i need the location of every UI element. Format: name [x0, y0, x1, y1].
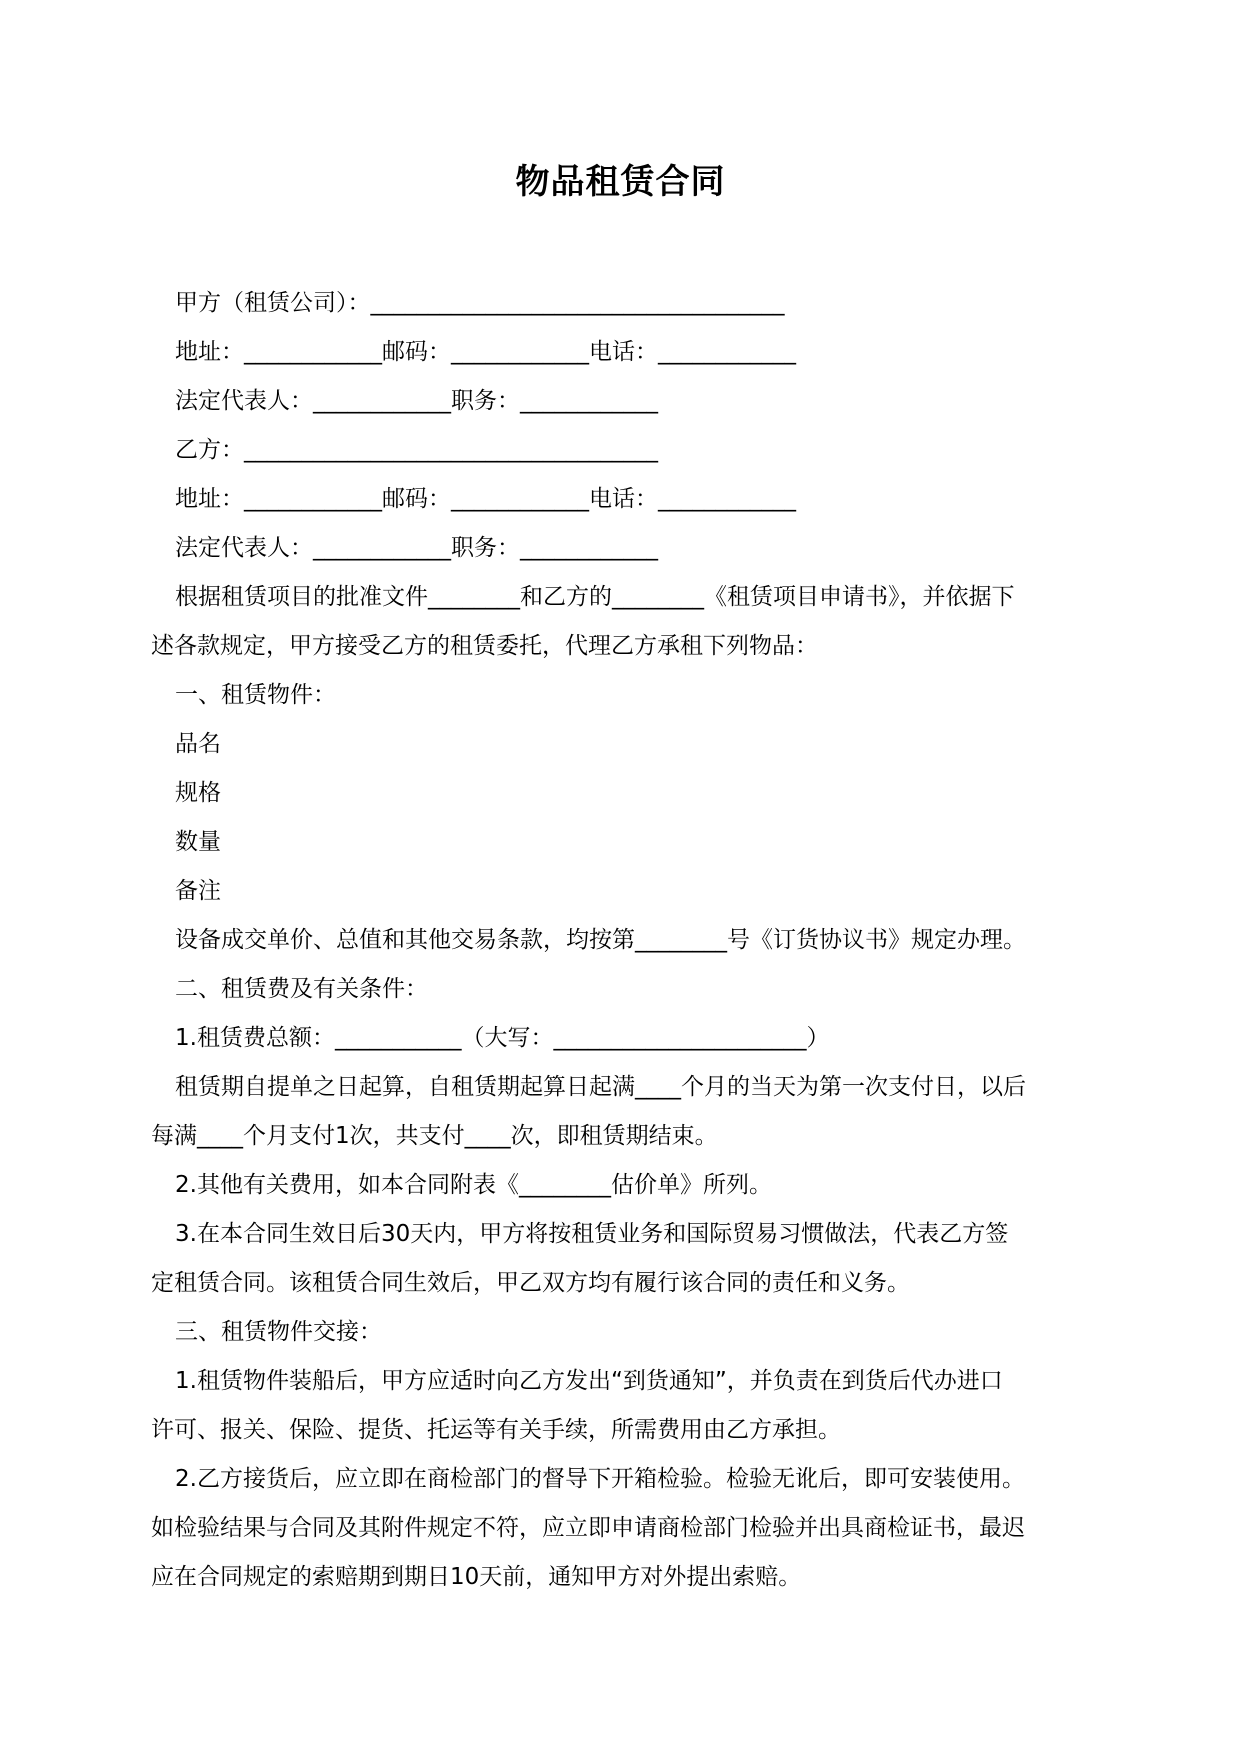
preamble-line-1: 根据租赁项目的批准文件________和乙方的________《租赁项目申请书》，并依据下	[175, 584, 1015, 610]
party-a-representative-line: 法定代表人：____________职务：____________	[175, 388, 658, 414]
clause-3-1-line-1: 1.租赁物件装船后，甲方应适时向乙方发出“到货通知”，并负责在到货后代办进口	[175, 1368, 1003, 1394]
party-b-line: 乙方：____________________________________	[175, 437, 658, 463]
payment-schedule-line-2: 每满____个月支付1次，共支付____次，即租赁期结束。	[151, 1123, 718, 1149]
section-1-heading: 一、租赁物件：	[175, 682, 336, 708]
clause-3-2-line-1: 2.乙方接货后，应立即在商检部门的督导下开箱检验。检验无讹后，即可安装使用。	[175, 1466, 1025, 1492]
item-name-label: 品名	[175, 731, 221, 757]
clause-2-3-line-2: 定租赁合同。该租赁合同生效后，甲乙双方均有履行该合同的责任和义务。	[151, 1270, 910, 1296]
item-remarks-label: 备注	[175, 878, 221, 904]
item-quantity-label: 数量	[175, 829, 221, 855]
clause-3-1-line-2: 许可、报关、保险、提货、托运等有关手续，所需费用由乙方承担。	[151, 1417, 841, 1443]
party-a-line: 甲方（租赁公司）：____________________________________	[175, 290, 785, 316]
clause-2-2-line: 2.其他有关费用，如本合同附表《________估价单》所列。	[175, 1172, 772, 1198]
clause-3-2-line-3: 应在合同规定的索赔期到期日10天前，通知甲方对外提出索赔。	[151, 1564, 802, 1590]
clause-2-3-line-1: 3.在本合同生效日后30天内，甲方将按租赁业务和国际贸易习惯做法，代表乙方签	[175, 1221, 1009, 1247]
document-title: 物品租赁合同	[515, 162, 726, 202]
party-b-representative-line: 法定代表人：____________职务：____________	[175, 535, 658, 561]
preamble-line-2: 述各款规定，甲方接受乙方的租赁委托，代理乙方承租下列物品：	[151, 633, 818, 659]
party-b-address-line: 地址：____________邮码：____________电话：____________	[175, 486, 796, 512]
price-terms-line: 设备成交单价、总值和其他交易条款，均按第________号《订货协议书》规定办理。	[175, 927, 1026, 953]
payment-schedule-line-1: 租赁期自提单之日起算，自租赁期起算日起满____个月的当天为第一次支付日，以后	[175, 1074, 1026, 1100]
clause-2-1-line: 1.租赁费总额：___________（大写：______________________）	[175, 1025, 830, 1051]
party-a-address-line: 地址：____________邮码：____________电话：____________	[175, 339, 796, 365]
section-2-heading: 二、租赁费及有关条件：	[175, 976, 428, 1002]
clause-3-2-line-2: 如检验结果与合同及其附件规定不符，应立即申请商检部门检验并出具商检证书，最迟	[151, 1515, 1025, 1541]
item-spec-label: 规格	[175, 780, 221, 806]
section-3-heading: 三、租赁物件交接：	[175, 1319, 382, 1345]
